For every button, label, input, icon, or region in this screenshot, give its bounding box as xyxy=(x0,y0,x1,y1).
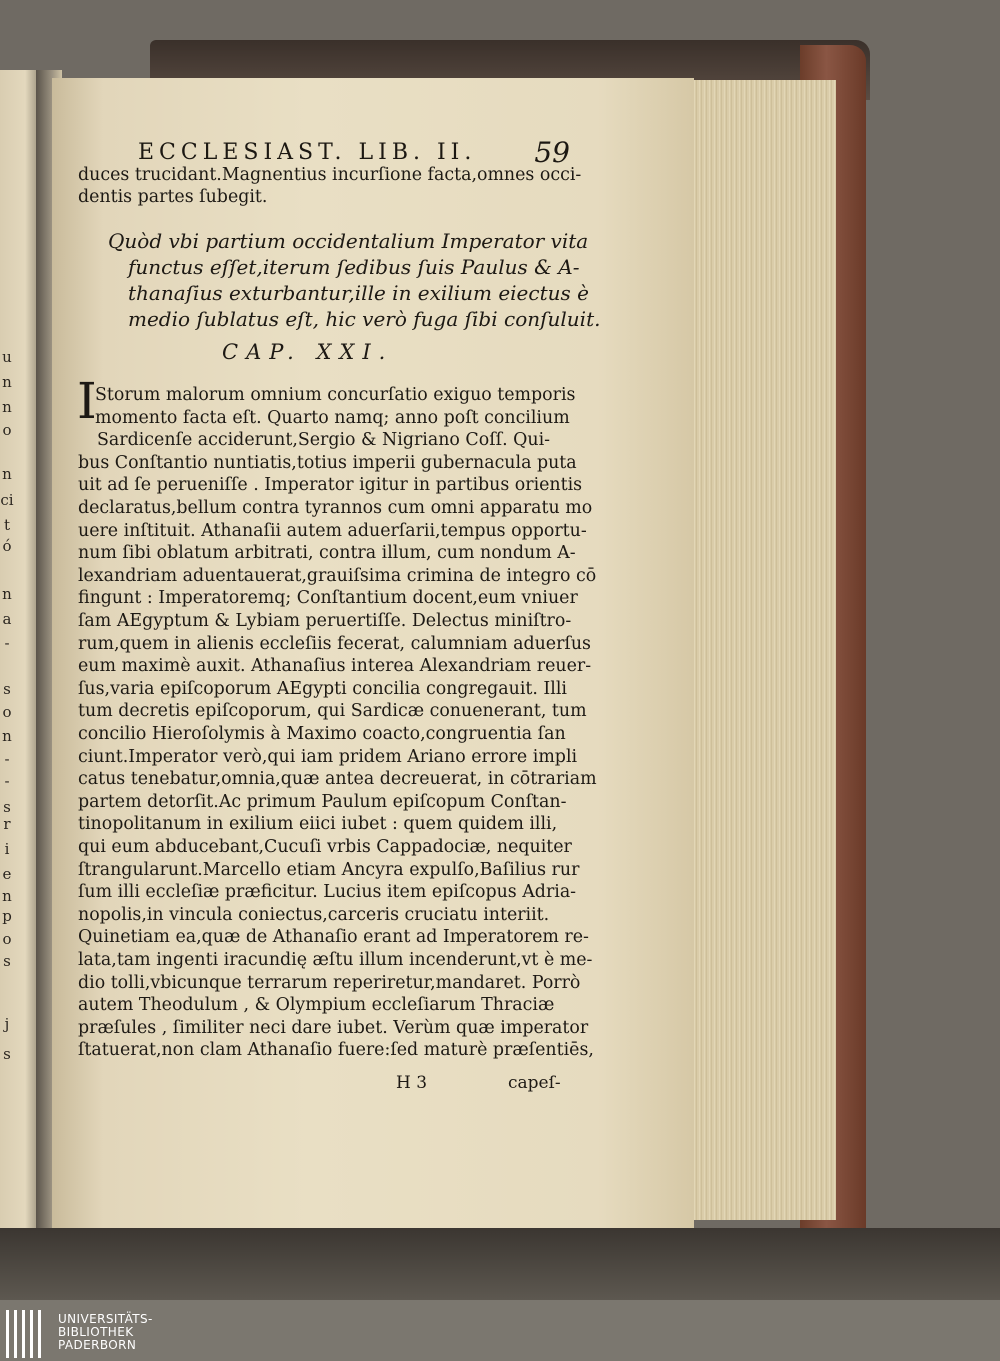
body-line: tinopolitanum in exilium eiici iubet : quem quidem illi, xyxy=(78,814,558,835)
body-line: nopolis,in vincula coniectus,carceris cruciatu interiit. xyxy=(78,904,550,925)
logo-line: BIBLIOTHEK xyxy=(58,1325,134,1339)
body-line: eum maximè auxit. Athanaſius interea Alexandriam reuer- xyxy=(78,656,592,677)
library-logo-text xyxy=(58,1313,153,1352)
body-line: declaratus,bellum contra tyrannos cum omni apparatu mo xyxy=(78,498,593,518)
body-line: lata,tam ingenti iracundię æſtu illum incenderunt,vt è me- xyxy=(78,950,593,970)
body-line: qui eum abducebant,Cucuſi vrbis Cappadociæ, nequiter xyxy=(78,837,572,857)
library-logo-icon xyxy=(6,1310,46,1358)
body-line: lexandriam aduentauerat,grauiſsima crimina de integro cō xyxy=(78,565,597,586)
body-line: ſus,varia epiſcoporum AEgypti concilia congregauit. Illi xyxy=(78,678,567,699)
body-line: ciunt.Imperator verò,qui iam pridem Ariano errore impli xyxy=(78,746,578,767)
left-page-fragment: - xyxy=(4,634,10,652)
opening-line: duces trucidant.Magnentius incurſione facta,omnes occi- xyxy=(78,165,582,185)
left-page-fragment: ci xyxy=(0,491,14,509)
opening-line: dentis partes ſubegit. xyxy=(78,187,268,207)
left-page-fragment: r xyxy=(3,815,11,833)
left-page-fragment: t xyxy=(3,516,11,534)
signature-mark: H 3 xyxy=(396,1073,428,1093)
left-page-fragment: n xyxy=(2,727,12,745)
body-line: præſules , ſimiliter neci dare iubet. Verùm quæ imperator xyxy=(78,1017,589,1038)
left-page-fragment: p xyxy=(2,907,12,925)
logo-line: UNIVERSITÄTS- xyxy=(58,1312,153,1326)
left-page-fragment: - xyxy=(4,750,10,768)
body-line: momento facta eſt. Quarto namq; anno poſt concilium xyxy=(95,407,570,428)
left-page-fragment: n xyxy=(2,887,12,905)
folio-number: 59 xyxy=(534,136,570,169)
left-page-fragment: i xyxy=(4,840,10,858)
body-line: dio tolli,vbicunque terrarum reperiretur,mandaret. Porrò xyxy=(78,972,581,993)
logo-line: PADERBORN xyxy=(58,1338,137,1352)
body-line: rum,quem in alienis eccleſiis fecerat, calumniam aduerſus xyxy=(78,633,591,654)
running-head: ECCLESIAST. LIB. II. xyxy=(138,140,477,165)
scan-bottom-shadow xyxy=(0,1228,1000,1300)
left-page-fragment: n xyxy=(2,465,12,483)
body-line: ſum illi eccleſiæ præficitur. Lucius item epiſcopus Adria- xyxy=(78,882,577,903)
drop-cap-initial: I xyxy=(77,372,97,430)
left-page-fragment: s xyxy=(3,798,11,816)
body-line: uere inſtituit. Athanaſii autem aduerſarii,tempus opportu- xyxy=(78,520,587,541)
body-line: ſam AEgyptum & Lybiam peruertiſſe. Delectus miniſtro- xyxy=(78,611,572,631)
left-page-fragment: s xyxy=(3,952,11,970)
left-page-fragment: o xyxy=(2,930,12,948)
chapter-summary-line: functus eſſet,iterum ſedibus ſuis Paulus & A- xyxy=(128,255,580,279)
left-page-fragment: e xyxy=(2,865,12,883)
body-line: Quinetiam ea,quæ de Athanaſio erant ad Imperatorem re- xyxy=(78,927,589,948)
left-page-fragment: n xyxy=(2,398,12,416)
catchword: capeſ- xyxy=(508,1073,561,1093)
left-page-fragment: o xyxy=(2,421,12,439)
chapter-summary-line: medio ſublatus eſt, hic verò fuga ſibi conſuluit. xyxy=(128,307,601,331)
body-line: fingunt : Imperatoremq; Conſtantium docent,eum vniuer xyxy=(78,588,578,609)
body-line: autem Theodulum , & Olympium eccleſiarum Thraciæ xyxy=(78,995,555,1016)
left-page-fragment: s xyxy=(3,1045,11,1063)
left-page-fragment: o xyxy=(2,703,12,721)
body-line: bus Conſtantio nuntiatis,totius imperii gubernacula puta xyxy=(78,452,577,473)
chapter-summary-line: thanaſius exturbantur,ille in exilium eiectus è xyxy=(128,281,589,305)
page-block-edges xyxy=(688,80,836,1220)
left-page-fragment: - xyxy=(4,772,10,790)
body-line: partem detorſit.Ac primum Paulum epiſcopum Conſtan- xyxy=(78,791,567,812)
body-line: Storum malorum omnium concurſatio exiguo temporis xyxy=(95,385,576,405)
body-line: tum decretis epiſcoporum, qui Sardicæ conuenerant, tum xyxy=(78,701,587,722)
left-page-fragment: s xyxy=(3,680,11,698)
left-page-fragment: n xyxy=(2,585,12,603)
left-page-fragment: u xyxy=(2,348,12,366)
body-line: concilio Hieroſolymis à Maximo coacto,congruentia ſan xyxy=(78,724,566,744)
left-page-fragment: a xyxy=(2,610,12,628)
body-line: num ſibi oblatum arbitrati, contra illum, cum nondum A- xyxy=(78,543,576,564)
library-footer xyxy=(0,1300,1000,1361)
body-line: ſtrangularunt.Marcello etiam Ancyra expulſo,Baſilius rur xyxy=(78,859,580,880)
body-line: Sardicenſe acciderunt,Sergio & Nigriano Coſſ. Qui- xyxy=(97,430,551,451)
body-line: catus tenebatur,omnia,quæ antea decreuerat, in cōtrariam xyxy=(78,769,597,790)
chapter-heading: CAP. XXI. xyxy=(222,340,394,364)
body-line: uit ad ſe perueniſſe . Imperator igitur in partibus orientis xyxy=(78,475,583,496)
body-line: ſtatuerat,non clam Athanaſio fuere:ſed maturè præſentiēs, xyxy=(78,1040,594,1061)
left-page-fragment: n xyxy=(2,373,12,391)
chapter-summary-line: Quòd vbi partium occidentalium Imperator vita xyxy=(108,229,589,253)
left-page-fragment: j xyxy=(4,1015,10,1033)
left-page-fragment: ó xyxy=(2,537,12,555)
